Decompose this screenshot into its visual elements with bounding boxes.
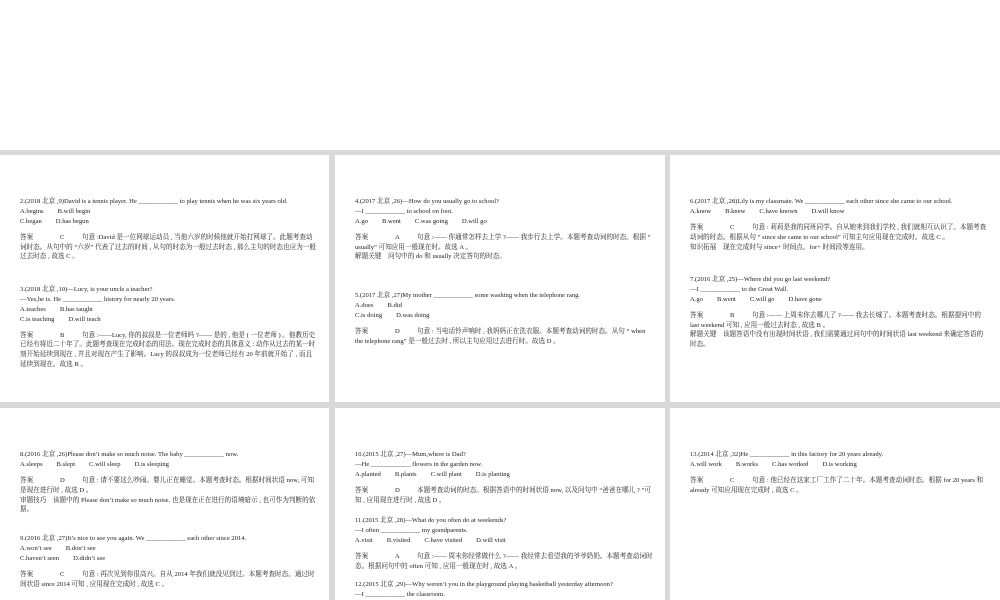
answer-block (355, 486, 653, 506)
options-row (20, 315, 317, 325)
option-b: B.don’t see (65, 544, 96, 552)
answer-block (355, 552, 653, 572)
answer-letter: C (60, 570, 65, 578)
answer-letter: B (60, 331, 65, 339)
answer-block (690, 311, 988, 331)
option-c: C.haven’t seen (20, 554, 60, 562)
option-a: A.visit (355, 536, 373, 544)
answer-letter: C (730, 476, 735, 484)
answer-label: 答案 (20, 570, 34, 578)
answer-explanation: 句意 :David 是一位网球运动员 , 当他六岁的时候他就开始打网球了。此题考查动词时态。从句中的 “六岁” 代表了过去的时间 , 从句的时态为一般过去时态 , 那么主句的时态也应为一般过去时态 , 故选 C 。 (20, 233, 316, 261)
option-d: D.has begun (55, 217, 89, 225)
answer-explanation: 句意 :—— 周末你经常做什么 ?—— 我经常去看望我的爷爷奶奶。本题考查动词时态。根据问句中的 often 可知 , 应用一般现在时 , 故选 A 。 (355, 552, 653, 570)
options-row (20, 544, 317, 554)
question-4 (355, 197, 653, 262)
question-text: 8.(2016 北京 ,26)Please don’t make so much noise. The baby ____________ now. (20, 451, 239, 458)
answer-note: 知识拓展 现在完成时与 since+ 时间点、for+ 时间段等连用。 (690, 243, 869, 251)
answer-label: 答案 (690, 223, 704, 231)
question-text: 6.(2017 北京 ,28)Lily is my classmate. We ____________ each other since she came to our school. (690, 198, 953, 205)
answer-block (20, 570, 317, 590)
question-10 (355, 450, 653, 505)
answer-label: 答案 (355, 233, 369, 241)
option-a: A.go (690, 295, 704, 303)
option-b: B.visited (386, 536, 411, 544)
option-c: C.is teaching (20, 315, 55, 323)
option-d: D.is sleeping (134, 460, 169, 468)
option-c: C.has worked (772, 460, 809, 468)
answer-explanation: 句意 : 请不要这么吵闹。婴儿正在睡觉。本题考查时态。根据时间状语 now, 可知是现在进行时 , 故选 D 。 (20, 476, 314, 494)
answer-label: 答案 (690, 476, 704, 484)
document-page-1 (0, 155, 329, 402)
answer-block (20, 476, 317, 496)
option-d: D.will teach (68, 315, 101, 323)
option-c: C.have visited (424, 536, 463, 544)
answer-letter: C (60, 233, 65, 241)
option-a: A.sleeps (20, 460, 43, 468)
answer-label: 答案 (355, 552, 369, 560)
answer-letter: C (730, 223, 735, 231)
question-5 (355, 291, 653, 346)
option-d: D.is planting (475, 470, 510, 478)
question-2 (20, 197, 317, 262)
answer-label: 答案 (690, 311, 704, 319)
answer-note: 审题技巧 该题中的 Please don’t make so much noise. 也是现在正在进行的语境暗示 , 也可作为判断的依据。 (20, 496, 316, 514)
document-page-3 (670, 155, 1000, 402)
answer-block (690, 476, 988, 496)
answer-letter: B (730, 311, 735, 319)
option-a: A.go (355, 217, 369, 225)
option-b: B.has taught (59, 305, 93, 313)
question-text: 11.(2015 北京 ,28)—What do you often do at weekends? (355, 517, 507, 524)
answer-explanation: 句意 :—— 你通常怎样去上学 ?—— 我步行去上学。本题考查动词的时态。根据 “ usually” 可知应用一般现在时。故选 A 。 (355, 233, 651, 251)
question-3 (20, 285, 317, 370)
option-a: A.planted (355, 470, 381, 478)
question-text-2: —I ____________ to the Great Wall. (690, 285, 789, 293)
answer-note: 解题关键 问句中的 do 和 usually 决定答句的时态。 (355, 253, 506, 261)
option-d: D.didn’t see (73, 554, 106, 562)
options-row (355, 217, 653, 227)
answer-explanation: 句意 : 再次见到你很高兴。自从 2014 年我们就没见到过。本题考查时态。通过时间状语 since 2014 可知 , 应用现在完成时 , 故选 C 。 (20, 570, 315, 588)
answer-letter: D (395, 327, 400, 335)
options-row (20, 554, 317, 564)
answer-label: 答案 (20, 331, 34, 339)
answer-letter: A (395, 233, 400, 241)
options-row (20, 217, 317, 227)
answer-label: 答案 (355, 486, 369, 494)
answer-label: 答案 (20, 476, 34, 484)
question-13 (690, 450, 988, 496)
question-text: 12.(2015 北京 ,29)—Why weren’t you in the playground playing basketball yesterday afternoon? (355, 581, 613, 588)
answer-explanation: 句意 : 莉莉是我的同班同学。自从她来到我们学校 , 我们就相互认识了。本题考查动词的时态。根据从句 “ since she came to our school” 可知主句应用现在完成时。故选 C 。 (690, 223, 987, 241)
document-page-5 (335, 408, 665, 600)
option-d: D.is working (822, 460, 857, 468)
option-c: C.will sleep (89, 460, 121, 468)
question-text: 5.(2017 北京 ,27)My mother ____________ some washing when the telephone rang. (355, 292, 581, 299)
answer-letter: A (395, 552, 400, 560)
options-row (690, 295, 988, 305)
option-b: B.did (387, 301, 402, 309)
option-a: A.will work (690, 460, 722, 468)
option-d: D.was doing (396, 311, 430, 319)
option-a: A.teaches (20, 305, 46, 313)
options-row (355, 311, 653, 321)
question-text: 10.(2015 北京 ,27)—Mum,where is Dad? (355, 451, 466, 458)
options-row (355, 470, 653, 480)
answer-block (355, 327, 653, 347)
document-page-4 (0, 408, 329, 600)
question-9 (20, 534, 317, 589)
options-row (355, 536, 653, 546)
answer-explanation: 本题考查动词的时态。根据答语中的时间状语 now, 以及问句中 “爸爸在哪儿 ? ”可知 , 应用现在进行时 , 故选 D 。 (355, 486, 652, 504)
question-text-2: —He ____________ flowers in the garden now. (355, 460, 483, 468)
question-7 (690, 275, 988, 350)
answer-block (355, 233, 653, 253)
option-d: D.will know (811, 207, 845, 215)
answer-explanation: 句意 :—— 上周末你去哪儿了 ?—— 我去长城了。本题考查时态。根据提问中的 last weekend 可知 , 应用一般过去时态 , 故选 B 。 (690, 311, 981, 329)
option-d: D.will go (461, 217, 487, 225)
question-text-2: —I often ____________ my grandparents. (355, 526, 468, 534)
question-text: 9.(2016 北京 ,27)It’s nice to see you again. We ____________ each other since 2014. (20, 535, 247, 542)
option-c: C.will plant (430, 470, 462, 478)
answer-block (20, 233, 317, 263)
option-a: A.know (690, 207, 712, 215)
answer-explanation: 句意 : 当电话铃声响时 , 我妈妈正在洗衣服。本题考查动词的时态。从句 “ when the telephone rang” 是一般过去时 , 所以主句应用过去进行时。故选 D 。 (355, 327, 646, 345)
document-page-6 (670, 408, 1000, 600)
options-row (690, 460, 988, 470)
option-c: C.will go (749, 295, 775, 303)
option-b: B.went (382, 217, 401, 225)
option-b: B.plants (394, 470, 417, 478)
question-12 (355, 580, 653, 600)
question-text-2: —I ____________ to school on foot. (355, 207, 453, 215)
question-11 (355, 516, 653, 571)
answer-letter: D (395, 486, 400, 494)
option-d: D.have gone (788, 295, 822, 303)
question-text: 13.(2014 北京 ,32)He ____________ in this factory for 20 years already. (690, 451, 884, 458)
option-b: B.knew (725, 207, 746, 215)
answer-letter: D (60, 476, 65, 484)
answer-note: 解题关键 该题答语中没有出现时间状语 , 我们需要通过问句中的时间状语 last weekend 来确定答语的时态。 (690, 331, 984, 349)
option-c: C.began (20, 217, 42, 225)
option-d: D.will visit (476, 536, 506, 544)
options-row (20, 305, 317, 315)
answer-label: 答案 (355, 327, 369, 335)
document-page-2 (335, 155, 665, 402)
options-row (355, 301, 653, 311)
option-b: B.went (717, 295, 736, 303)
question-text-2: —I ____________ the classroom. (355, 590, 445, 598)
options-row (20, 460, 317, 470)
question-text: 7.(2016 北京 ,25)—Where did you go last weekend? (690, 276, 831, 283)
option-c: C.have known (759, 207, 798, 215)
option-c: C.was going (414, 217, 448, 225)
question-6 (690, 197, 988, 252)
question-text-2: —Yes,he is. He ____________ history for nearly 20 years. (20, 295, 176, 303)
top-blank-area (0, 0, 1000, 150)
option-a: A.won’t see (20, 544, 52, 552)
option-a: A.does (355, 301, 374, 309)
answer-label: 答案 (20, 233, 34, 241)
option-c: C.is doing (355, 311, 383, 319)
option-b: B.slept (56, 460, 76, 468)
question-text: 3.(2018 北京 ,10)—Lucy, is your uncle a teacher? (20, 286, 153, 293)
question-text: 2.(2018 北京 ,9)David is a tennis player. He ____________ to play tennis when he was six years old. (20, 198, 288, 205)
options-row (690, 207, 988, 217)
option-a: A.begins (20, 207, 44, 215)
question-text: 4.(2017 北京 ,26)—How do you usually go to school? (355, 198, 499, 205)
question-8 (20, 450, 317, 515)
answer-block (20, 331, 317, 371)
options-row (20, 207, 317, 217)
answer-block (690, 223, 988, 243)
option-b: B.will begin (57, 207, 91, 215)
answer-explanation: 句意 :——Lucy, 你的叔叔是一位老师吗 ?—— 是的 , 他是 ( 一位老师 ) 。他教历史已经有将近二十年了。此题考查现在完成时态的用法。现在完成时态的具体意义 : 动作从过去的某一时刻开始延续到现在 , 并且对现在产生了影响。Lucy 的叔叔成为一位老师已经有 20 年前就开始了 , 而且延续到现在。故选 B 。 (20, 331, 316, 369)
option-b: B.works (735, 460, 759, 468)
answer-explanation: 句意 : 他已经在这家工厂工作了二十年。本题考查动词时态。根据 for 20 years 和 already 可知应用现在完成时 , 故选 C 。 (690, 476, 984, 494)
